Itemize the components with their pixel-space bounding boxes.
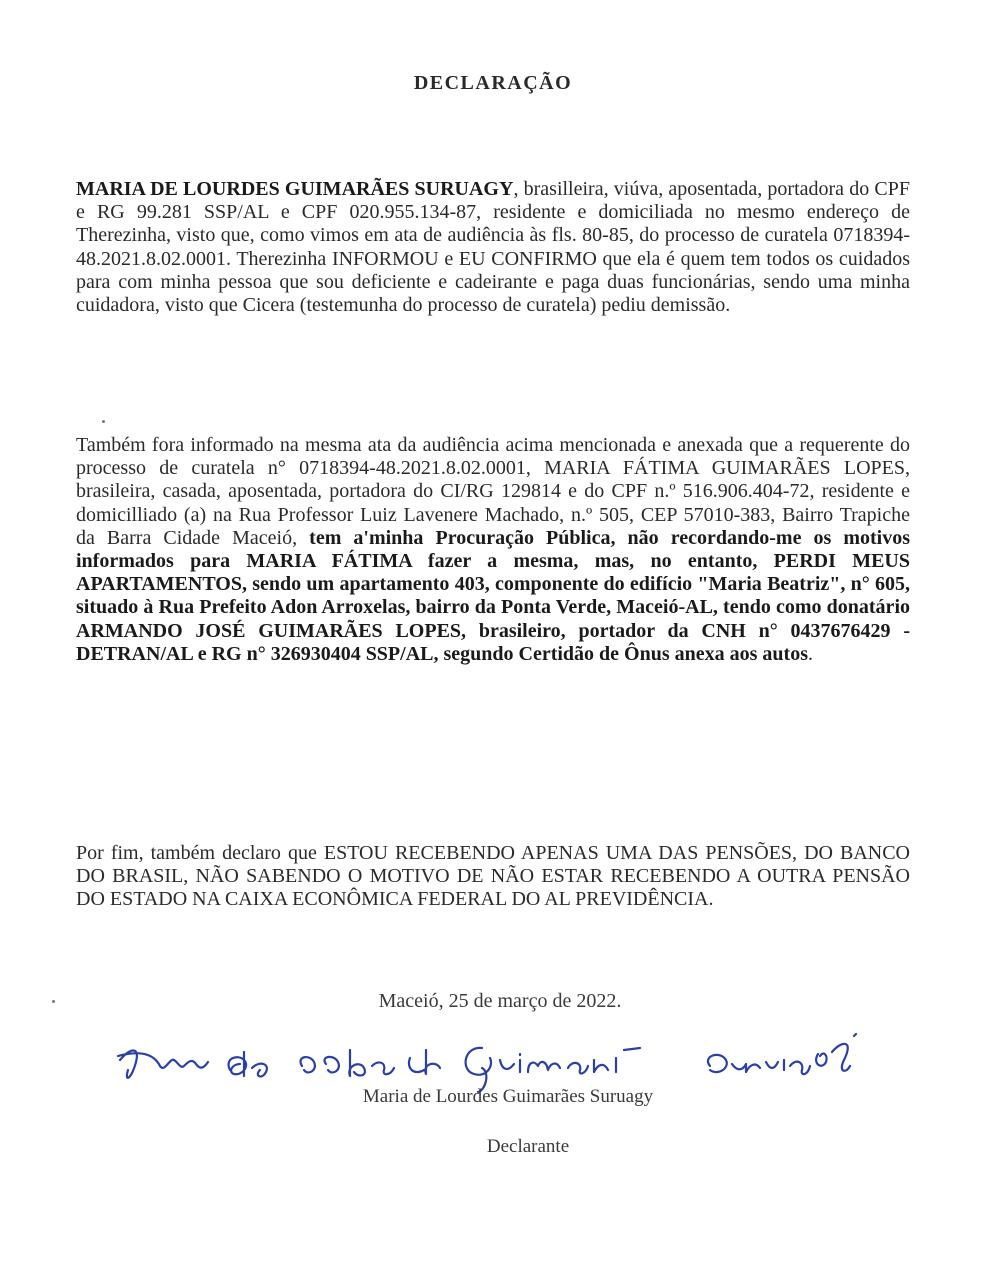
paragraph-power-of-attorney (76, 434, 910, 666)
paragraph2-bold-text: tem a'minha Procuração Pública, não recordando-me os motivos informados para MARIA FÁTIMA fazer a mesma, mas, no entanto, PERDI MEUS APARTAMENTOS, sendo um apartamento 403, componente do edifício "Maria Beatriz", n° 605, situado à Rua Prefeito Adon Arroxelas, bairro da Ponta Verde, Maceió-AL, tendo como donatário ARMANDO JOSÉ GUIMARÃES LOPES, brasileiro, portador da CNH n° 0437676429 - DETRAN/AL e RG n° 326930404 SSP/AL, segundo Certidão de Ônus anexa aos autos (76, 526, 910, 665)
paragraph1-text: , brasilleira, viúva, aposentada, portadora do CPF e RG 99.281 SSP/AL e CPF 020.955.134-87, residente e domiciliada no mesmo endereço de Therezinha, visto que, como vimos em ata de audiência às fls. 80-85, do processo de curatela 0718394-48.2021.8.02.0001. Therezinha INFORMOU e EU CONFIRMO que ela é quem tem todos os cuidados para com minha pessoa que sou deficiente e cadeirante e paga duas funcionárias, sendo uma minha cuidadora, visto que Cicera (testemunha do processo de curatela) pediu demissão. (76, 178, 910, 317)
signatory-role: Declarante (486, 1136, 570, 1157)
document-title: DECLARAÇÃO (413, 72, 573, 94)
date-line: Maceió, 25 de março de 2022. (378, 990, 622, 1012)
paragraph2-regular-text: Também fora informado na mesma ata da audiência acima mencionada e anexada que a requerente do processo de curatela n° 0718394-48.2021.8.02.0001, MARIA FÁTIMA GUIMARÃES LOPES, brasileira, casada, aposentada, portadora do CI/RG 129814 e do CPF n.º 516.906.404-72, residente e domicilliado (a) na Rua Professor Luiz Lavenere Machado, n.º 505, CEP 57010-383, Bairro Trapiche da Barra Cidade Maceió, (76, 434, 910, 549)
signatory-name: Maria de Lourdes Guimarães Suruagy (362, 1086, 654, 1107)
paragraph3-text: Por fim, também declaro que ESTOU RECEBENDO APENAS UMA DAS PENSÕES, DO BANCO DO BRASIL, NÃO SABENDO O MOTIVO DE NÃO ESTAR RECEBENDO A OUTRA PENSÃO DO ESTADO NA CAIXA ECONÔMICA FEDERAL DO AL PREVIDÊNCIA. (76, 842, 910, 911)
paragraph-declarant-identity (76, 178, 910, 317)
paragraph2-end: . (808, 642, 813, 665)
paragraph-pensions (76, 842, 910, 912)
declarant-name: MARIA DE LOURDES GUIMARÃES SURUAGY (76, 178, 514, 200)
scan-speck (52, 1000, 55, 1003)
scan-speck (102, 420, 105, 423)
